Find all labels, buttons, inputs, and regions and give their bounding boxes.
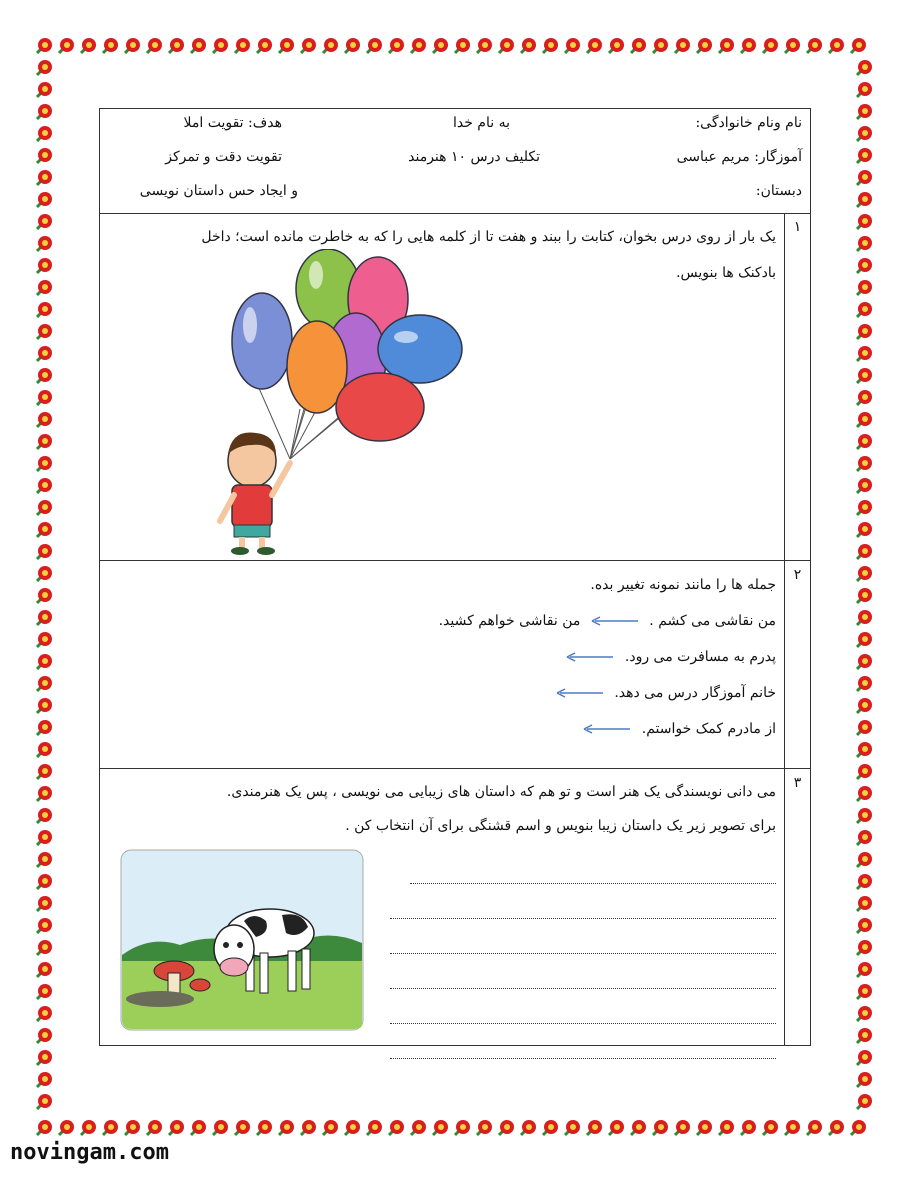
- flower-icon: [122, 1118, 142, 1138]
- flower-icon: [342, 1118, 362, 1138]
- arrow-left-icon: [566, 652, 614, 662]
- question-text: بادکنک ها بنویس.: [676, 265, 776, 281]
- flower-icon: [34, 784, 54, 804]
- flower-icon: [100, 36, 120, 56]
- question-number: ۳: [784, 769, 810, 1045]
- flower-icon: [78, 1118, 98, 1138]
- flower-icon: [34, 1070, 54, 1090]
- flower-icon: [518, 1118, 538, 1138]
- flower-border-bottom: [34, 1118, 876, 1140]
- question-instruction: جمله ها را مانند نمونه تغییر بده.: [590, 577, 776, 593]
- flower-icon: [34, 168, 54, 188]
- flower-icon: [854, 1004, 874, 1024]
- flower-icon: [804, 1118, 824, 1138]
- flower-icon: [34, 894, 54, 914]
- flower-icon: [854, 982, 874, 1002]
- flower-icon: [276, 1118, 296, 1138]
- flower-icon: [34, 696, 54, 716]
- flower-icon: [854, 872, 874, 892]
- flower-icon: [34, 124, 54, 144]
- flower-icon: [452, 36, 472, 56]
- flower-icon: [34, 1092, 54, 1112]
- writing-line[interactable]: [390, 884, 776, 919]
- flower-icon: [854, 432, 874, 452]
- flower-icon: [34, 36, 54, 56]
- flower-icon: [34, 982, 54, 1002]
- flower-icon: [854, 850, 874, 870]
- flower-icon: [34, 212, 54, 232]
- flower-border-left: [34, 58, 56, 1118]
- flower-icon: [34, 652, 54, 672]
- question-text: یک بار از روی درس بخوان، کتابت را ببند و هفت تا از کلمه هایی را که به خاطرت مانده است؛ داخل: [201, 229, 776, 245]
- flower-icon: [854, 102, 874, 122]
- flower-icon: [854, 828, 874, 848]
- flower-icon: [34, 718, 54, 738]
- flower-icon: [854, 806, 874, 826]
- flower-icon: [210, 36, 230, 56]
- flower-icon: [34, 102, 54, 122]
- flower-icon: [782, 1118, 802, 1138]
- flower-icon: [826, 1118, 846, 1138]
- flower-icon: [584, 1118, 604, 1138]
- flower-icon: [854, 894, 874, 914]
- flower-icon: [826, 36, 846, 56]
- writing-line[interactable]: [390, 954, 776, 989]
- example-result: من نقاشی خواهم کشید.: [438, 613, 581, 629]
- flower-icon: [760, 36, 780, 56]
- flower-icon: [854, 564, 874, 584]
- flower-icon: [166, 36, 186, 56]
- flower-icon: [854, 960, 874, 980]
- flower-icon: [34, 1118, 54, 1138]
- flower-icon: [738, 36, 758, 56]
- flower-icon: [854, 916, 874, 936]
- flower-icon: [854, 168, 874, 188]
- flower-icon: [518, 36, 538, 56]
- flower-icon: [298, 36, 318, 56]
- page-title: به نام خدا: [452, 115, 510, 131]
- flower-icon: [854, 190, 874, 210]
- flower-icon: [854, 542, 874, 562]
- flower-icon: [848, 36, 868, 56]
- flower-icon: [540, 36, 560, 56]
- flower-icon: [606, 1118, 626, 1138]
- flower-icon: [672, 1118, 692, 1138]
- flower-icon: [34, 322, 54, 342]
- flower-icon: [254, 36, 274, 56]
- flower-icon: [34, 740, 54, 760]
- question-1: [100, 213, 810, 561]
- flower-icon: [854, 520, 874, 540]
- site-watermark: novingam.com: [10, 1140, 169, 1165]
- flower-icon: [854, 498, 874, 518]
- flower-icon: [716, 36, 736, 56]
- flower-icon: [474, 36, 494, 56]
- flower-icon: [854, 146, 874, 166]
- flower-icon: [298, 1118, 318, 1138]
- flower-icon: [34, 762, 54, 782]
- balloons-boy-illustration: [210, 249, 480, 555]
- sentence-text: از مادرم کمک خواستم.: [641, 721, 776, 737]
- flower-icon: [854, 80, 874, 100]
- flower-icon: [562, 36, 582, 56]
- flower-icon: [34, 850, 54, 870]
- flower-icon: [34, 190, 54, 210]
- flower-icon: [738, 1118, 758, 1138]
- flower-icon: [854, 718, 874, 738]
- flower-icon: [854, 476, 874, 496]
- flower-icon: [364, 36, 384, 56]
- flower-icon: [232, 1118, 252, 1138]
- flower-icon: [188, 36, 208, 56]
- flower-icon: [34, 80, 54, 100]
- cow-illustration: [120, 849, 364, 1031]
- flower-icon: [34, 1048, 54, 1068]
- flower-icon: [854, 366, 874, 386]
- school-label: دبستان:: [755, 183, 802, 199]
- flower-icon: [34, 586, 54, 606]
- arrow-left-icon: [591, 616, 639, 626]
- assignment-title: تکلیف درس ۱۰ هنرمند: [408, 149, 540, 165]
- flower-icon: [782, 36, 802, 56]
- writing-line[interactable]: [390, 919, 776, 954]
- writing-line[interactable]: [390, 1024, 776, 1059]
- flower-icon: [430, 36, 450, 56]
- flower-icon: [56, 36, 76, 56]
- flower-icon: [848, 1118, 868, 1138]
- flower-icon: [34, 542, 54, 562]
- goal-text: هدف: تقویت املا: [183, 115, 282, 131]
- sentence-item: [108, 675, 776, 711]
- flower-icon: [34, 146, 54, 166]
- name-label: نام ونام خانوادگی:: [695, 115, 802, 131]
- flower-icon: [854, 608, 874, 628]
- flower-icon: [804, 36, 824, 56]
- flower-icon: [254, 1118, 274, 1138]
- goal2-text: تقویت دقت و تمرکز: [165, 149, 282, 165]
- flower-icon: [854, 630, 874, 650]
- flower-icon: [854, 256, 874, 276]
- flower-icon: [34, 388, 54, 408]
- flower-icon: [34, 498, 54, 518]
- question-number: ۱: [784, 213, 810, 560]
- flower-border-right: [854, 58, 876, 1118]
- flower-icon: [34, 916, 54, 936]
- flower-icon: [854, 938, 874, 958]
- question-text: برای تصویر زیر یک داستان زیبا بنویس و اسم قشنگی برای آن انتخاب کن .: [345, 818, 776, 834]
- flower-icon: [342, 36, 362, 56]
- example-sentence: [108, 603, 776, 639]
- flower-icon: [34, 256, 54, 276]
- flower-icon: [854, 740, 874, 760]
- flower-icon: [854, 696, 874, 716]
- flower-icon: [430, 1118, 450, 1138]
- flower-icon: [34, 872, 54, 892]
- flower-icon: [386, 36, 406, 56]
- flower-icon: [34, 278, 54, 298]
- flower-icon: [320, 36, 340, 56]
- flower-icon: [854, 1026, 874, 1046]
- flower-icon: [854, 300, 874, 320]
- flower-icon: [144, 36, 164, 56]
- flower-icon: [144, 1118, 164, 1138]
- flower-icon: [854, 586, 874, 606]
- question-number: ۲: [784, 561, 810, 768]
- flower-icon: [34, 960, 54, 980]
- flower-icon: [34, 630, 54, 650]
- flower-icon: [716, 1118, 736, 1138]
- flower-icon: [628, 36, 648, 56]
- flower-icon: [34, 564, 54, 584]
- teacher-text: آموزگار: مریم عباسی: [676, 149, 802, 165]
- flower-icon: [34, 674, 54, 694]
- flower-icon: [562, 1118, 582, 1138]
- sentence-item: [108, 711, 776, 747]
- flower-icon: [854, 652, 874, 672]
- flower-icon: [34, 828, 54, 848]
- flower-icon: [364, 1118, 384, 1138]
- flower-icon: [854, 388, 874, 408]
- flower-icon: [854, 1048, 874, 1068]
- flower-icon: [276, 36, 296, 56]
- arrow-left-icon: [583, 724, 631, 734]
- flower-icon: [34, 300, 54, 320]
- flower-icon: [854, 278, 874, 298]
- flower-icon: [78, 36, 98, 56]
- flower-icon: [34, 608, 54, 628]
- question-text: می دانی نویسندگی یک هنر است و تو هم که داستان های زیبایی می نویسی ، پس یک هنرمندی.: [226, 784, 776, 800]
- flower-icon: [122, 36, 142, 56]
- flower-icon: [496, 1118, 516, 1138]
- flower-icon: [854, 58, 874, 78]
- flower-icon: [540, 1118, 560, 1138]
- flower-icon: [650, 36, 670, 56]
- flower-icon: [584, 36, 604, 56]
- writing-line[interactable]: [410, 849, 776, 884]
- flower-icon: [854, 1070, 874, 1090]
- question-2: [100, 561, 810, 769]
- flower-icon: [854, 674, 874, 694]
- flower-icon: [408, 1118, 428, 1138]
- writing-lines: [390, 849, 776, 1059]
- flower-icon: [760, 1118, 780, 1138]
- sentence-text: خانم آموزگار درس می دهد.: [614, 685, 776, 701]
- flower-icon: [606, 36, 626, 56]
- flower-icon: [188, 1118, 208, 1138]
- flower-icon: [854, 762, 874, 782]
- flower-icon: [34, 366, 54, 386]
- flower-icon: [34, 432, 54, 452]
- flower-icon: [100, 1118, 120, 1138]
- flower-icon: [34, 1004, 54, 1024]
- flower-icon: [628, 1118, 648, 1138]
- flower-icon: [34, 938, 54, 958]
- flower-icon: [496, 36, 516, 56]
- flower-icon: [854, 212, 874, 232]
- flower-icon: [34, 520, 54, 540]
- flower-icon: [694, 36, 714, 56]
- flower-icon: [854, 234, 874, 254]
- flower-icon: [232, 36, 252, 56]
- flower-icon: [34, 476, 54, 496]
- flower-icon: [854, 344, 874, 364]
- flower-icon: [650, 1118, 670, 1138]
- flower-icon: [854, 454, 874, 474]
- flower-icon: [854, 410, 874, 430]
- flower-icon: [56, 1118, 76, 1138]
- flower-icon: [854, 322, 874, 342]
- example-source: من نقاشی می کشم .: [649, 613, 776, 629]
- flower-icon: [166, 1118, 186, 1138]
- flower-icon: [854, 1092, 874, 1112]
- sentence-item: [108, 639, 776, 675]
- flower-icon: [386, 1118, 406, 1138]
- flower-icon: [408, 36, 428, 56]
- flower-icon: [34, 234, 54, 254]
- question-3: [100, 769, 810, 1045]
- flower-icon: [34, 58, 54, 78]
- arrow-left-icon: [556, 688, 604, 698]
- flower-icon: [694, 1118, 714, 1138]
- worksheet: [99, 108, 811, 1046]
- flower-icon: [474, 1118, 494, 1138]
- flower-icon: [34, 344, 54, 364]
- flower-icon: [34, 1026, 54, 1046]
- flower-icon: [210, 1118, 230, 1138]
- flower-icon: [672, 36, 692, 56]
- writing-line[interactable]: [390, 989, 776, 1024]
- flower-icon: [34, 410, 54, 430]
- flower-icon: [320, 1118, 340, 1138]
- flower-icon: [854, 124, 874, 144]
- worksheet-header: [100, 109, 810, 214]
- flower-icon: [34, 454, 54, 474]
- goal3-text: و ایجاد حس داستان نویسی: [139, 183, 298, 199]
- flower-border-top: [34, 36, 876, 58]
- flower-icon: [452, 1118, 472, 1138]
- sentence-text: پدرم به مسافرت می رود.: [624, 649, 776, 665]
- flower-icon: [854, 784, 874, 804]
- flower-icon: [34, 806, 54, 826]
